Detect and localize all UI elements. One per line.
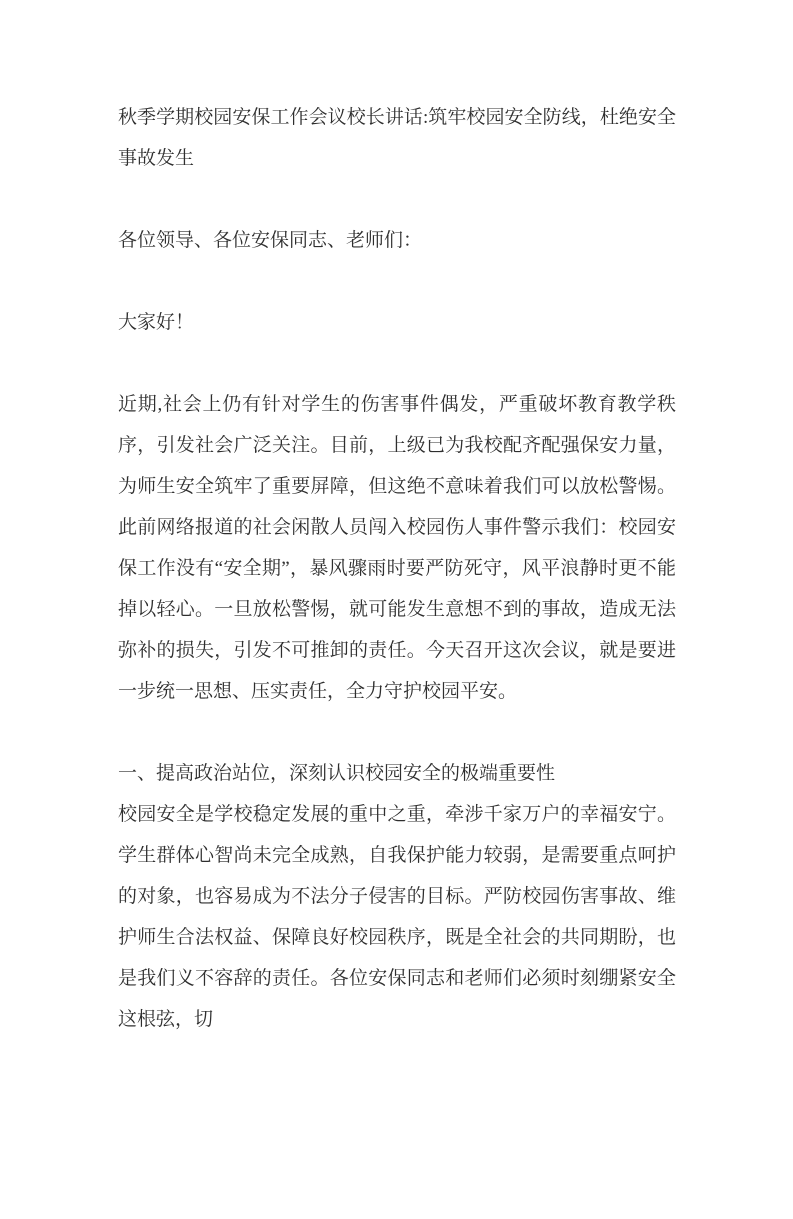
speech-document [118,97,676,1040]
greeting-line: 大家好！ [118,312,195,333]
salutation-line: 各位领导、各位安保同志、老师们： [118,230,423,251]
intro-paragraph: 近期,社会上仍有针对学生的伤害事件偶发，严重破坏教育教学秩序，引发社会广泛关注。目前，上级已为我校配齐配强保安力量，为师生安全筑牢了重要屏障，但这绝不意味着我们可以放松警惕。此前网络报道的社会闲散人员闯入校园伤人事件警示我们：校园安保工作没有“安全期”，暴风骤雨时要严防死守，风平浪静时更不能掉以轻心。一旦放松警惕，就可能发生意想不到的事故，造成无法弥补的损失，引发不可推卸的责任。今天召开这次会议，就是要进一步统一思想、压实责任，全力守护校园平安。 [118,394,676,702]
section1-heading: 一、提高政治站位，深刻认识校园安全的极端重要性 [118,763,556,784]
document-title: 秋季学期校园安保工作会议校长讲话:筑牢校园安全防线，杜绝安全事故发生 [118,107,676,169]
section1-paragraph: 校园安全是学校稳定发展的重中之重，牵涉千家万户的幸福安宁。学生群体心智尚未完全成熟，自我保护能力较弱，是需要重点呵护的对象，也容易成为不法分子侵害的目标。严防校园伤害事故、维护师生合法权益、保障良好校园秩序，既是全社会的共同期盼，也是我们义不容辞的责任。各位安保同志和老师们必须时刻绷紧安全这根弦，切 [118,804,676,1030]
document-page [0,97,793,1219]
